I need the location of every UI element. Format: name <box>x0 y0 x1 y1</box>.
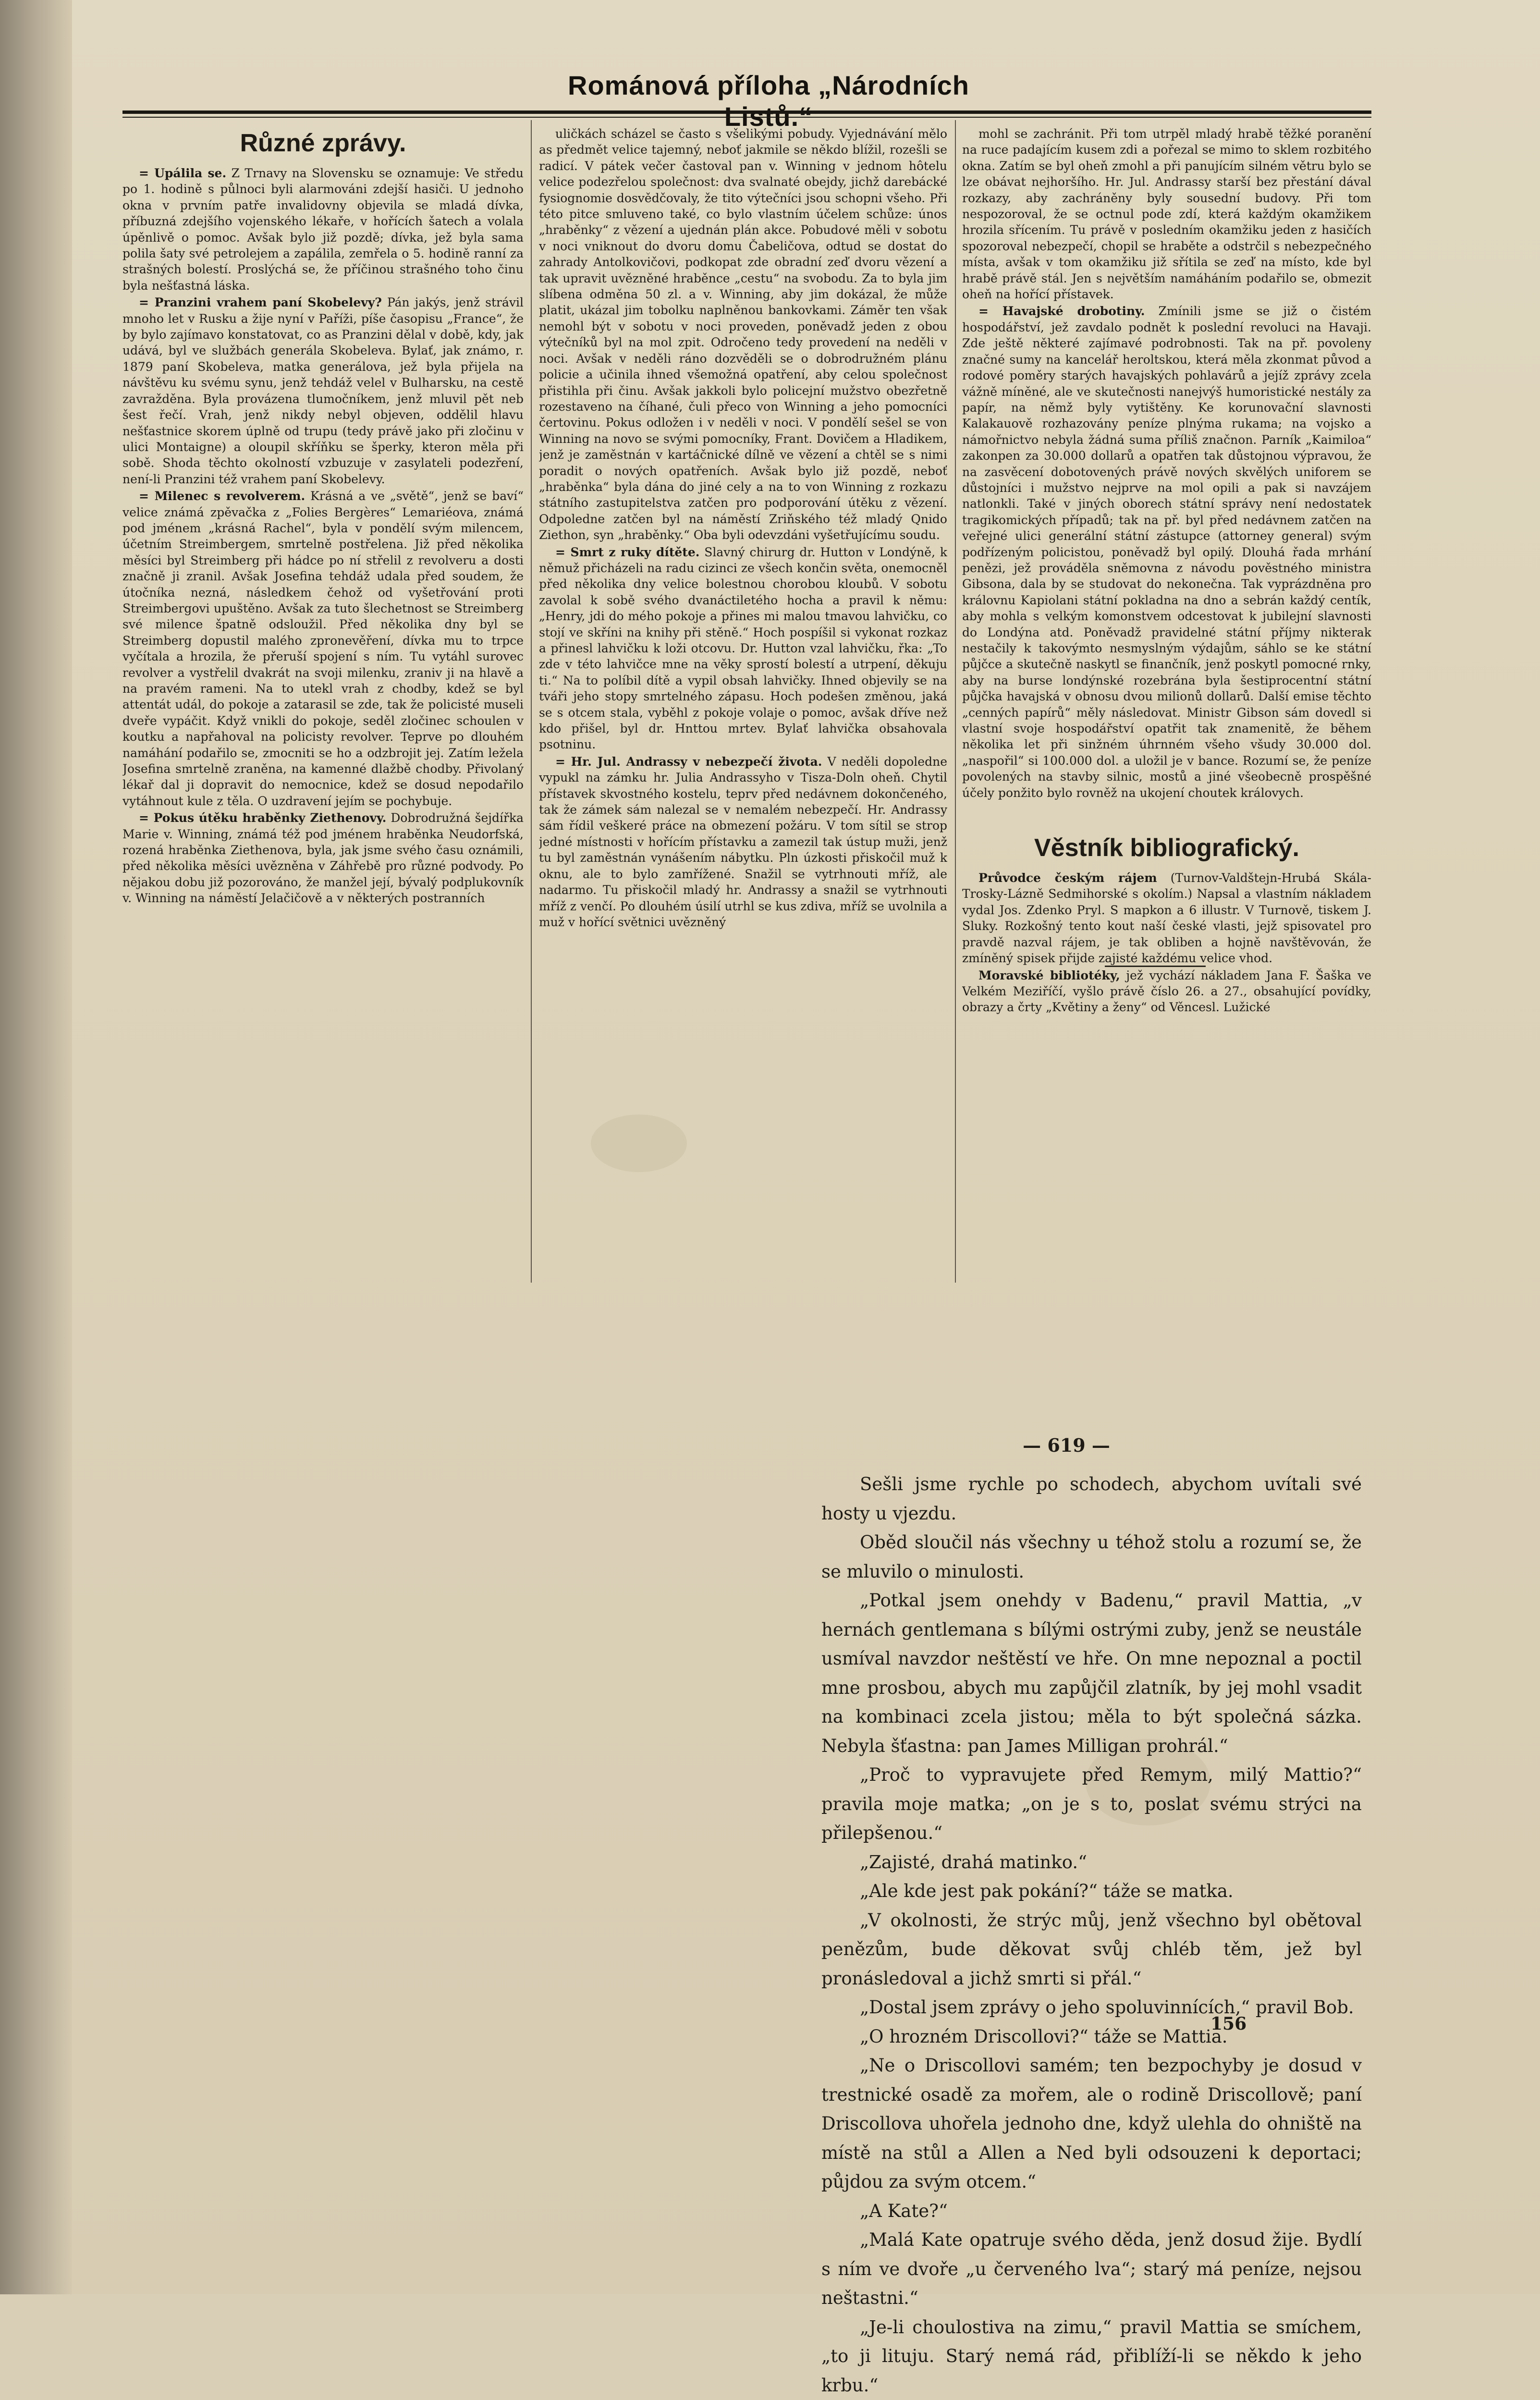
story-paragraph: Sešli jsme rychle po schodech, abychom uvítali své hosty u vjezdu. <box>821 1470 1362 1528</box>
news-item <box>539 544 947 753</box>
page-number: — 619 — <box>1018 1434 1114 1456</box>
news-item <box>122 165 524 294</box>
biblio-item-text: jež vychází nákladem Jana F. Šaška ve Velkém Meziříčí, vyšlo právě číslo 26. a 27., obsahující povídky, obrazy a črty „Květiny a ženy“ od Věncesl. Lužické <box>962 968 1371 1015</box>
news-item-text: Slavný chirurg dr. Hutton v Londýně, k němuž přicházeli na radu cizinci ze všech končin světa, onemocněl před několika dny velice bolestnou chorobou kloubů. V sobotu zavolal k sobě svého dvanáctiletého hocha a pravil k němu: „Henry, jdi do mého pokoje a přines mi malou tmavou lahvičku, co stojí ve skříni na knihy při stěně.“ Hoch pospíšil si vykonat rozkaz a přinesl lahvičku k loži otcovu. Dr. Hutton vzal lahvičku, řka: „To zde v této lahvičce mne na věky sprostí bolestí a utrpení, děkuju ti.“ Na to políbil dítě a vypil obsah lahvičky. Ihned objevily se na tváři jeho stopy smrtelného zápasu. Hoch podešen změnou, jaká se s otcem stala, vyběhl z pokoje volaje o pomoc, avšak dříve než kdo přišel, byl dr. Hnttou mrtev. Bylať lahvička obsahovala psotninu. <box>539 545 947 752</box>
story-paragraph: „O hrozném Driscollovi?“ táže se Mattia. <box>821 2022 1362 2052</box>
news-item <box>962 303 1371 801</box>
biblio-item-lead: Moravské bibliotéky, <box>978 968 1120 982</box>
story-paragraph: „Ale kde jest pak pokání?“ táže se matka. <box>821 1877 1362 1906</box>
news-item <box>122 294 524 487</box>
news-item-text: Z Trnavy na Slovensku se oznamuje: Ve středu po 1. hodině s půlnoci byli alarmováni zdejší hasiči. U jednoho okna v prvním patře invalidovny objevila se mladá dívka, příbuzná zdejšího vojenského lékaře, v hořících šatech a volala úpěnlivě o pomoc. Avšak bylo již pozdě; dívka, jež byla sama polila šaty své petrolejem a zapálila, zemřela o 5. hodině ranní za strašných bolestí. Proslýchá se, že příčinou strašného toho činu byla nešťastná láska. <box>122 166 524 293</box>
column-1 <box>122 126 524 1284</box>
news-item <box>122 488 524 809</box>
news-item-text: Pán jakýs, jenž strávil mnoho let v Rusku a žije nyní v Paříži, píše časopisu „France“, že by bylo zajímavo konstatovat, co as Pranzini dělal v době, kdy, jak udává, byl ve službách generála Skobeleva. Bylať, jak známo, r. 1879 paní Skobeleva, matka generálova, jež byla přijela na návštěvu ku svému synu, jenž tehdáž velel v Bulharsku, na cestě zavražděna. Byla provázena tlumočníkem, jenž mluvil pět neb šest řečí. Vrah, jenž nikdy nebyl objeven, oddělil hlavu nešťastnice skorem úplně od trupu (tedy právě jako při zločinu v ulici Montaigne) a oloupil skříňku se šperky, kteron měla při sobě. Shoda těchto okolností vzbuzuje v zasylateli podezření, není-li Pranzini též vrahem paní Skobelevy. <box>122 295 524 486</box>
column-separator <box>955 120 956 1283</box>
binding-edge <box>0 0 72 2294</box>
news-item <box>539 126 947 543</box>
news-item <box>539 754 947 930</box>
news-item-lead: = Havajské drobotiny. <box>978 304 1145 318</box>
bibliography-heading: Věstník bibliografický. <box>962 833 1371 863</box>
news-item-lead: = Pranzini vrahem paní Skobelevy? <box>139 295 382 309</box>
news-item-lead: = Smrt z ruky dítěte. <box>555 545 699 559</box>
section-heading: Různé zprávy. <box>122 128 524 159</box>
news-item-text: uličkách scházel se často s všelikými pobudy. Vyjednávání mělo as předmět velice tajemný, neboť jakmile se někdo blížil, rozešli se radicí. V pátek večer častoval pan v. Winning v jednom hôtelu velice podezřelou společnost: dva svalnaté obejdy, jichž darebácké fysiognomie dosvědčovaly, že tito výtečníci jsou schopni všeho. Při této pitce smluveno také, co bylo vlastním účelem schůze: únos „hraběnky“ z vězení a ujednán plán akce. Pobudové měli v sobotu v noci vniknout do dvoru domu Čabeličova, odtud se dostat do zahrady Antolkovičovi, podkopat zde obradní zeď dvoru vězení a tak upravit uvězněné hraběnce „cestu“ na svobodu. Za to byla jim slíbena odměna 50 zl. a v. Winning, aby jim dokázal, že může platit, ukázal jim tobolku naplněnou bankovkami. Záměr ten však nemohl být v sobotu v noci proveden, poněvadž jeden z obou výtečníků byl na mol zpit. Odročeno tedy provedení na neděli v noci. Avšak v neděli ráno dozvěděli se o dobrodružném plánu policie a učinila ihned všemožná opatření, aby celou společnost přistihla při činu. Avšak jakkoli bylo policejní mužstvo obezřetně rozestaveno na číhané, čuli přeco von Winning a jeho pomocníci čertovinu. Pokus odložen i v neděli v noci. V pondělí sešel se von Winning na novo se svými pomocníky, Frant. Dovičem a Hladikem, jenž je zaměstnán v kartáčnické dílně ve vězení a chtěl se s nimi poradit o nových opatřeních. Avšak bylo již pozdě, neboť „hraběnka“ byla dána do jiné cely a na to von Winning z rozkazu státního zastupitelstva zatčen pro podporování útěku z vězení. Odpoledne zatčen byl na náměstí Zriňského též mladý Qnido Ziethon, syn „hraběnky.“ Oba byli odevzdáni vyšetřujícímu soudu. <box>539 127 947 542</box>
serial-page-number: 156 <box>1210 2014 1247 2034</box>
story-paragraph: „Ne o Driscollovi samém; ten bezpochyby je dosud v trestnické osadě za mořem, ale o rodině Driscollově; paní Driscollova uhořela jednoho dne, když ulehla do ohniště na místě na stůl a Allen a Ned byli odsouzeni k deportaci; půjdou za svým otcem.“ <box>821 2051 1362 2197</box>
news-item-lead: = Pokus útěku hraběnky Ziethenovy. <box>139 811 386 825</box>
story-paragraph: „V okolnosti, že strýc můj, jenž všechno byl obětoval penězům, bude děkovat svůj chléb těm, jež byl pronásledoval a jichž smrti si přál.“ <box>821 1906 1362 1994</box>
news-item-lead: = Hr. Jul. Andrassy v nebezpečí života. <box>555 755 822 769</box>
column-3 <box>962 126 1371 1236</box>
biblio-item-text: (Turnov-Valdštejn-Hrubá Skála-Trosky-Lázně Sedmihorské s okolím.) Napsal a vlastním nákladem vydal Jos. Zdenko Pryl. S mapkon a 6 illustr. V Turnově, tiskem J. Sluky. Rozkošný tento kout naší české vlasti, jejž spisovatel pro pravdě nazval rájem, je tak obliben a hojně navštěvován, že zmíněný spisek přijde zajisté každému velice vhod. <box>962 871 1371 965</box>
header-rule-thin <box>122 117 1371 118</box>
news-item-text: Dobrodružná šejdířka Marie v. Winning, známá též pod jménem hraběnka Neudorfská, rozená hraběnka Ziethenova, byla, jak jsme svého času oznámili, před několika měsíci uvězněna v Záhřebě pro různé podvody. Po nějakou dobu již pozorováno, že manžel její, bývalý podplukovník v. Winning na náměstí Jelačičově a v některých postranních <box>122 811 524 905</box>
news-item <box>122 810 524 906</box>
story-paragraph: „Dostal jsem zprávy o jeho spoluvinnících,“ pravil Bob. <box>821 1993 1362 2022</box>
news-item-lead: = Upálila se. <box>139 166 226 180</box>
section-divider <box>1105 966 1206 967</box>
news-item-text: mohl se zachránit. Při tom utrpěl mladý hrabě těžké poranění na ruce padajícím kusem zdi a pořezal se mimo to sklem rozbitého okna. Zatím se byl oheň zmohl a při panujícím silném větru bylo se lze obávat nejhoršího. Hr. Jul. Andrassy starší bez přestání dával rozkazy, aby zachráněny byly sousední budovy. Při tom nespozoroval, že se octnul pode zdí, která každým okamžikem hrozila sřícením. Tu právě v posledním okamžiku jeden z hasičích spozoroval nebezpečí, chopil se hraběte a odstrčil s nebezpečného místa, avšak v tom okamžiku již sřítila se zeď na místo, kde byl hrabě právě stál. Jen s největším namáháním podařilo se, obmezit oheň na hořící přístavek. <box>962 127 1371 301</box>
story-paragraph: „Je-li choulostiva na zimu,“ pravil Mattia se smíchem, „to ji lituju. Starý nemá rád, přiblíží-li se někdo k jeho krbu.“ <box>821 2313 1362 2400</box>
story-paragraph: Oběd sloučil nás všechny u téhož stolu a rozumí se, že se mluvilo o minulosti. <box>821 1528 1362 1586</box>
biblio-item <box>962 870 1371 966</box>
news-item <box>962 126 1371 302</box>
story-paragraph: „Proč to vypravujete před Remym, milý Mattio?“ pravila moje matka; „on je s to, poslat svému strýci na přilepšenou.“ <box>821 1761 1362 1848</box>
header-rule <box>122 110 1371 114</box>
news-item-text: Zmínili jsme se již o čistém hospodářství, jež zavdalo podnět k poslední revoluci na Havaji. Zde ještě některé zajímavé podrobnosti. Tak na př. povoleny značné sumy na kancelář heroltskou, která měla zkonmat původ a rodové poměry starých havajských pohlavárů a jejíž zprávy zcela vážně míněné, ale ve skutečnosti nanejvýš humoristické nestály za papír, na němž byly vytištěny. Ke korunovační slavnosti Kalakauově rozhazovány peníze plnýma rukama; na vojsko a námořnictvo nebyla žádná suma příliš značnon. Parník „Kaimiloa“ zakonpen za 30.000 dollarů a opatřen tak důstojnou výpravou, že na zasvěcení dobotovených právě nových skvělých uniforem se důstojníci i mužstvo nejprve na mol opili a pak si navzájem natlonkli. Také v jiných oborech státní správy není nedostatek tragikomických případů; tak na př. byl před nedávnem zatčen na veřejné ulici generální státní zástupce (attorney general) svým podřízeným policistou, poněvadž byl opilý. Dlouhá řada mrhání penězi, jež prováděla sněmovna z návodu pověstného ministra Gibsona, dala by se studovat do nekonečna. Tak vyprázdněna pro královnu Kapiolani státní pokladna na dno a sebrán každý centík, aby mohla s velkým komonstvem odcestovat k jubilejní slavnosti do Londýna atd. Poněvadž pravidelné státní příjmy nikterak nestačily k takovýmto nesmyslným výdajům, sáhlo se ke státní půjčce a skutečně naskytl se finančník, jenž poskytl pomocné rnky, aby na burse londýnské rozebrána byla šestiprocentní státní půjčka havajská v obnosu dvou milionů dollarů. Další emise těchto „cenných papírů“ měly následovat. Ministr Gibson sám dovedl si vlastní svoje hospodářství opatřit tak znamenitě, že během několika let při sinžném úhrnném všeho všudy 30.000 dol. „naspořil“ si 100.000 dol. a uložil je v bance. Rozumí se, že peníze povolených na stavby silnic, mostů a jiné všeobecně prospěšné účely ponžito bylo rovněž na ukojení choutek královych. <box>962 304 1371 799</box>
column-2 <box>539 126 947 1284</box>
story-paragraph: „Zajisté, drahá matinko.“ <box>821 1848 1362 1877</box>
story-paragraph: „A Kate?“ <box>821 2197 1362 2226</box>
page-header: Románová příloha „Národních <box>528 70 1009 132</box>
serial-story <box>821 1470 1362 2400</box>
biblio-item <box>962 967 1371 1016</box>
column-separator <box>531 120 532 1283</box>
biblio-item-lead: Průvodce českým rájem <box>978 871 1157 885</box>
news-item-text: V neděli dopoledne vypukl na zámku hr. Julia Andrassyho v Tisza-Doln oheň. Chytil přístavek skvostného kostelu, teprv před nedávnem dokončeného, tak že zámek sám nalezal se v nemalém nebezpečí. Hr. Andrassy sám řídil veškeré práce na obmezení požáru. V tom sítil se strop jedné místnosti v hořícím přístavku a zamezil tak ústup muži, jenž tu byl zaměstnán vynášením nábytku. Pln úzkosti přiskočil muž k oknu, ale to bylo zamřížené. Snažil se vytrhnouti mříž, ale nadarmo. Tu přiskočil mladý hr. Andrassy a snažil se vytrhnouti mříž z venčí. Po dlouhém úsilí utrhl se kus zdiva, mříž se uvolnila a muž v hořící světnici uvězněný <box>539 755 947 929</box>
news-item-text: Krásná a ve „světě“, jenž se baví“ velice známá zpěvačka z „Folies Bergères“ Lemariéova, známá pod jménem „krásná Rachel“, byla v pondělí svým milencem, účetním Streimbergem, smrtelně postřelena. Již před několika měsíci byl Streimberg při hádce po ní střelil z revolveru a dosti značně ji zranil. Avšak Josefina tehdáž udala před soudem, že útočníka nezná, následkem čehož od vyšetřování proti Streimbergovi upuštěno. Avšak za tuto šlechetnost se Streimberg své milence špatně odsloužil. Před několika dny byl se Streimberg dopustil malého zpronevěření, dívka mu to trpce vyčítala a hrozila, že přeruší spojení s ním. Tu vytáhl surovec revolver a vystřelil dvakrát na svoji milenku, zraniv ji na hlavě a na pravém rameni. Na to utekl vrah z chodby, kdež se byl attentát udál, do pokoje a zatarasil se zde, tak že policisté museli dveře vypáčit. Když vnikli do pokoje, seděl zločinec schoulen v koutku a napřahoval na policisty revolver. Teprve po dlouhém namáhání podařilo se, zmocniti se ho a odzbrojit jej. Zatím ležela Josefina smrtelně zraněna, na kamenné dlažbě chodby. Přivolaný lékař dal ji dopravit do nemocnice, kdež se dosud nepodařilo vytáhnout kule z těla. O uzdravení jejím se pochybuje. <box>122 489 524 808</box>
news-item-lead: = Milenec s revolverem. <box>139 489 305 503</box>
story-paragraph: „Potkal jsem onehdy v Badenu,“ pravil Mattia, „v hernách gentlemana s bílými ostrými zuby, jenž se neustále usmíval navzdor neštěstí ve hře. On mne nepoznal a poctil mne prosbou, abych mu zapůjčil zlatník, by jej mohl vsadit na kombinaci zcela jistou; měla to být společná sázka. Nebyla šťastna: pan James Milligan prohrál.“ <box>821 1586 1362 1761</box>
story-paragraph: „Malá Kate opatruje svého děda, jenž dosud žije. Bydlí s ním ve dvoře „u červeného lva“; starý má peníze, nejsou neštastni.“ <box>821 2226 1362 2313</box>
